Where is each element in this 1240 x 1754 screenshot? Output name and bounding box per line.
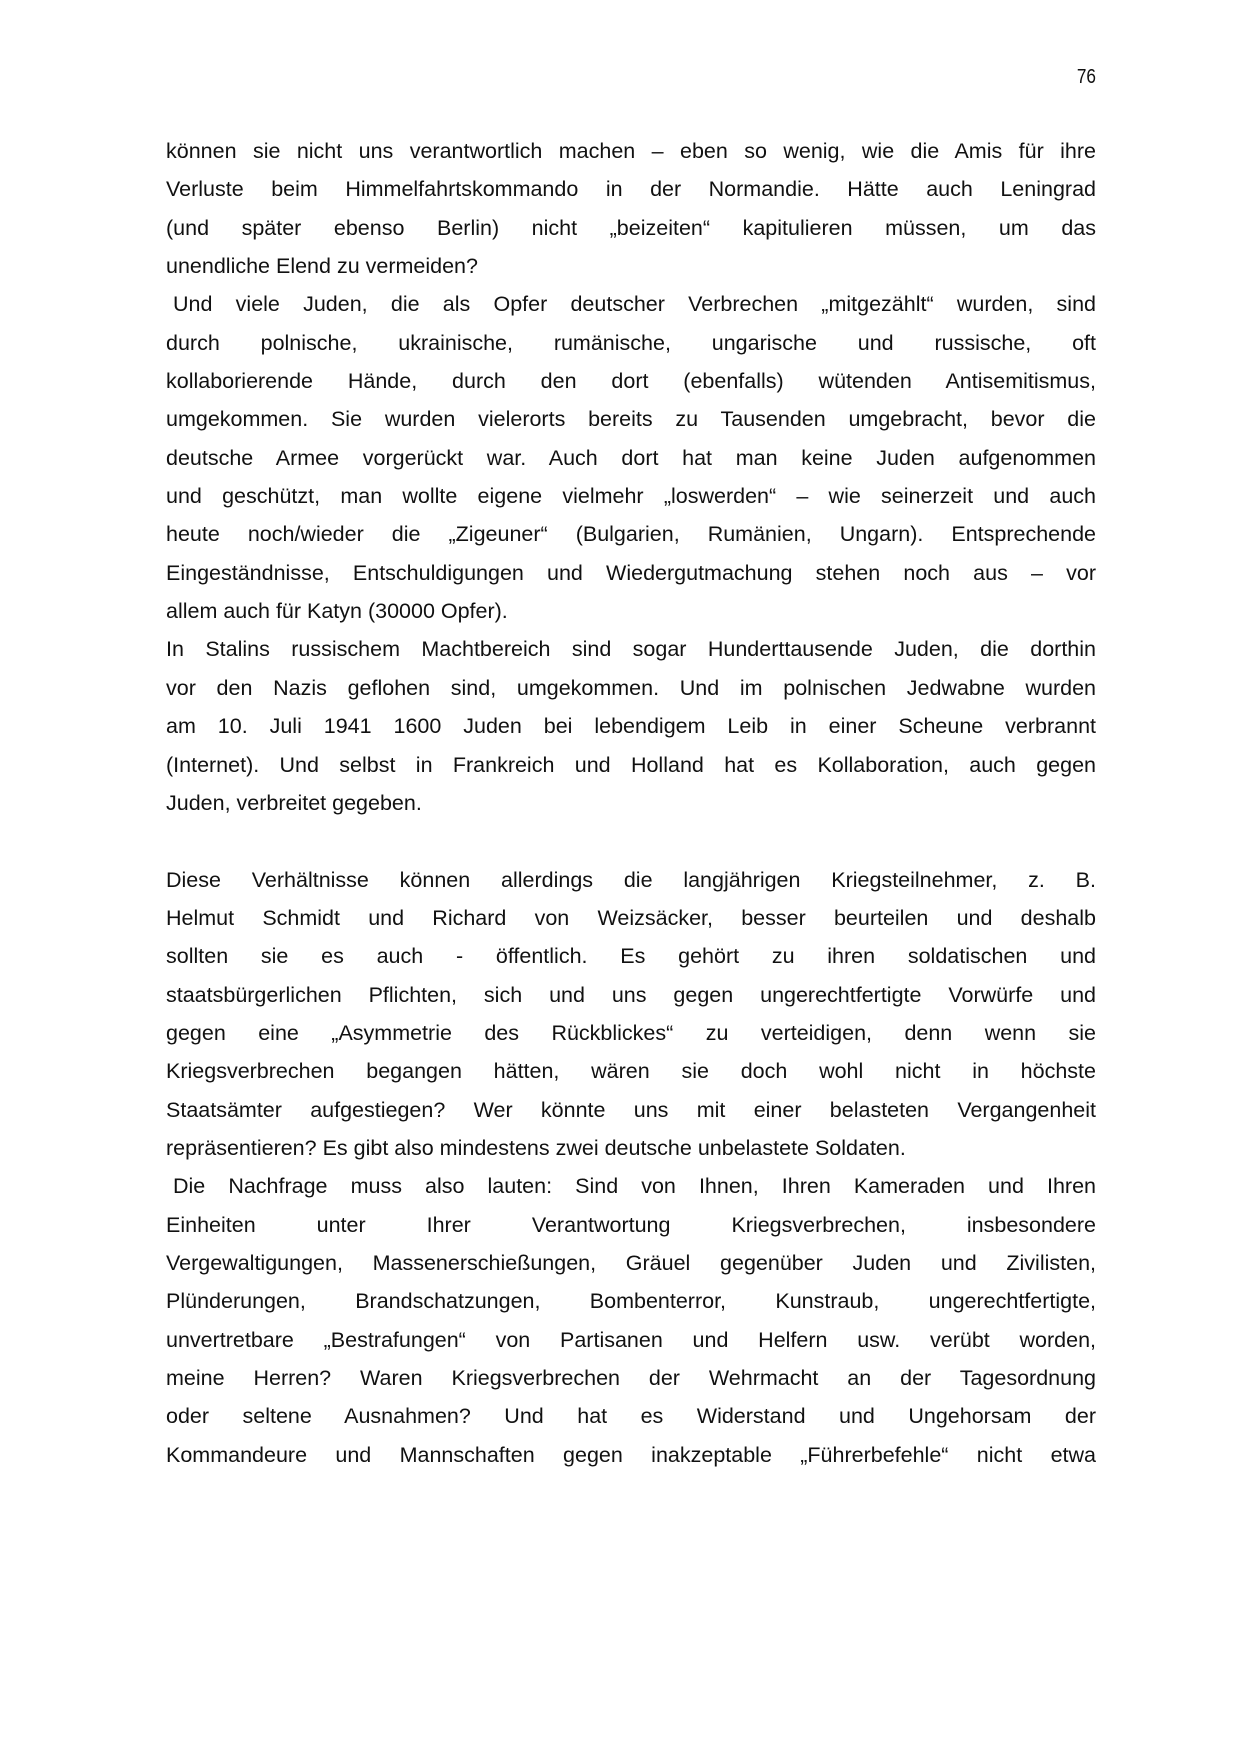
text-line: umgekommen. Sie wurden vielerorts bereits zu Tausenden umgebracht, bevor die bbox=[166, 407, 1096, 432]
text-line: gegen eine „Asymmetrie des Rückblickes“ zu verteidigen, denn wenn sie bbox=[166, 1020, 1096, 1045]
text-line: können sie nicht uns verantwortlich machen – eben so wenig, wie die Amis für ihre bbox=[166, 139, 1096, 163]
text-line: (und später ebenso Berlin) nicht „beizeiten“ kapitulieren müssen, um das bbox=[166, 215, 1096, 240]
text-line: unvertretbare „Bestrafungen“ von Partisanen und Helfern usw. verübt worden, bbox=[166, 1327, 1096, 1352]
text-line: Eingeständnisse, Entschuldigungen und Wiedergutmachung stehen noch aus – vor bbox=[166, 560, 1096, 585]
body-text bbox=[166, 132, 1096, 1474]
text-line: (Internet). Und selbst in Frankreich und Holland hat es Kollaboration, auch gegen bbox=[166, 752, 1096, 777]
paragraph bbox=[166, 1167, 1096, 1474]
text-line: Staatsämter aufgestiegen? Wer könnte uns mit einer belasteten Vergangenheit bbox=[166, 1097, 1096, 1122]
text-line: Kriegsverbrechen begangen hätten, wären sie doch wohl nicht in höchste bbox=[166, 1059, 1096, 1084]
text-line: repräsentieren? Es gibt also mindestens zwei deutsche unbelastete Soldaten. bbox=[166, 1135, 906, 1160]
text-line: Diese Verhältnisse können allerdings die langjährigen Kriegsteilnehmer, z. B. bbox=[166, 867, 1096, 892]
text-line: und geschützt, man wollte eigene vielmehr „loswerden“ – wie seinerzeit und auch bbox=[166, 484, 1096, 509]
text-line: Kommandeure und Mannschaften gegen inakzeptable „Führerbefehle“ nicht etwa bbox=[166, 1442, 1096, 1467]
text-line: am 10. Juli 1941 1600 Juden bei lebendigem Leib in einer Scheune verbrannt bbox=[166, 714, 1096, 739]
text-line: allem auch für Katyn (30000 Opfer). bbox=[166, 599, 508, 624]
text-line: vor den Nazis geflohen sind, umgekommen. Und im polnischen Jedwabne wurden bbox=[166, 675, 1096, 700]
text-line: Die Nachfrage muss also lauten: Sind von Ihnen, Ihren Kameraden und Ihren bbox=[173, 1174, 1096, 1199]
text-line: In Stalins russischem Machtbereich sind sogar Hunderttausende Juden, die dorthin bbox=[166, 637, 1096, 662]
text-line: Vergewaltigungen, Massenerschießungen, Gräuel gegenüber Juden und Zivilisten, bbox=[166, 1250, 1096, 1275]
text-line: heute noch/wieder die „Zigeuner“ (Bulgarien, Rumänien, Ungarn). Entsprechende bbox=[166, 522, 1096, 547]
text-line: unendliche Elend zu vermeiden? bbox=[166, 254, 478, 279]
blank-line bbox=[166, 822, 1096, 860]
paragraph bbox=[166, 630, 1096, 822]
paragraph bbox=[166, 285, 1096, 630]
paragraph bbox=[166, 132, 1096, 285]
text-line: Einheiten unter Ihrer Verantwortung Kriegsverbrechen, insbesondere bbox=[166, 1212, 1096, 1237]
text-line: Plünderungen, Brandschatzungen, Bombenterror, Kunstraub, ungerechtfertigte, bbox=[166, 1289, 1096, 1314]
text-line: Verluste beim Himmelfahrtskommando in der Normandie. Hätte auch Leningrad bbox=[166, 177, 1096, 202]
text-line: staatsbürgerlichen Pflichten, sich und uns gegen ungerechtfertigte Vorwürfe und bbox=[166, 982, 1096, 1007]
paragraph bbox=[166, 861, 1096, 1168]
text-line: Und viele Juden, die als Opfer deutscher Verbrechen „mitgezählt“ wurden, sind bbox=[173, 292, 1096, 317]
text-line: oder seltene Ausnahmen? Und hat es Widerstand und Ungehorsam der bbox=[166, 1404, 1096, 1429]
text-line: deutsche Armee vorgerückt war. Auch dort hat man keine Juden aufgenommen bbox=[166, 445, 1096, 470]
text-line: meine Herren? Waren Kriegsverbrechen der Wehrmacht an der Tagesordnung bbox=[166, 1366, 1096, 1390]
text-line: kollaborierende Hände, durch den dort (ebenfalls) wütenden Antisemitismus, bbox=[166, 369, 1096, 394]
text-line: Helmut Schmidt und Richard von Weizsäcker, besser beurteilen und deshalb bbox=[166, 905, 1096, 930]
text-line: Juden, verbreitet gegeben. bbox=[166, 790, 422, 815]
text-line: durch polnische, ukrainische, rumänische, ungarische und russische, oft bbox=[166, 330, 1096, 355]
text-line: sollten sie es auch - öffentlich. Es gehört zu ihren soldatischen und bbox=[166, 944, 1096, 969]
page-number: 76 bbox=[1076, 66, 1096, 88]
